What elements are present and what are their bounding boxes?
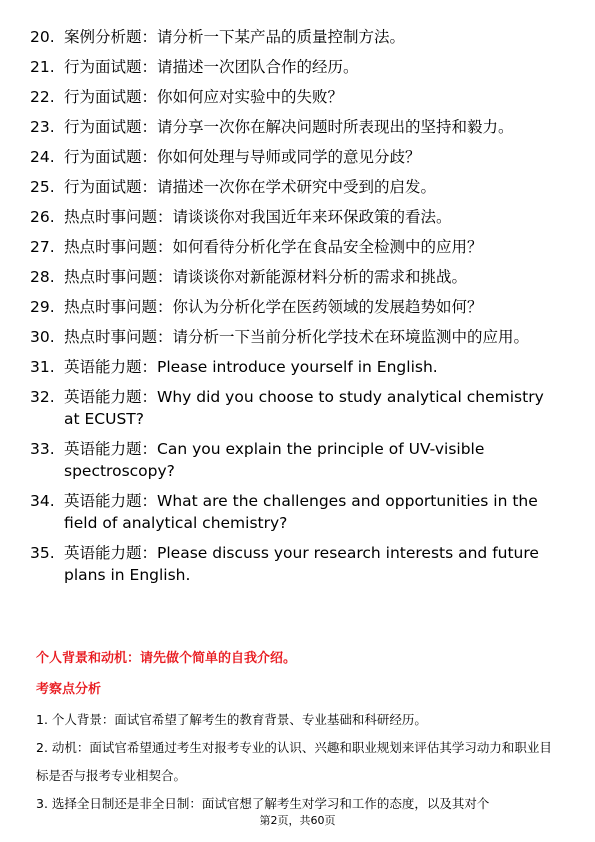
- question-item: [30, 296, 560, 318]
- question-text: 热点时事问题：请谈谈你对我国近年来环保政策的看法。: [64, 208, 452, 226]
- question-item: [30, 146, 560, 168]
- analysis-point: 1. 个人背景：面试官希望了解考生的教育背景、专业基础和科研经历。: [36, 712, 427, 727]
- question-item: [30, 116, 560, 138]
- question-text: 案例分析题：请分析一下某产品的质量控制方法。: [64, 28, 406, 46]
- question-item: [30, 438, 560, 482]
- question-number: 29.: [30, 298, 55, 316]
- question-text: 英语能力题：What are the challenges and opportunities in the field of analytical chemistry?: [64, 492, 538, 532]
- section-title: 个人背景和动机：请先做个简单的自我介绍。: [36, 651, 297, 666]
- question-list: [30, 26, 560, 594]
- question-item: [30, 86, 560, 108]
- question-item: [30, 490, 560, 534]
- question-item: [30, 326, 560, 348]
- question-number: 21.: [30, 58, 55, 76]
- question-number: 31.: [30, 358, 55, 376]
- analysis-point: 2. 动机：面试官希望通过考生对报考专业的认识、兴趣和职业规划来评估其学习动力和职业目标是否与报考专业相契合。: [36, 740, 552, 783]
- question-number: 34.: [30, 492, 55, 510]
- question-text: 行为面试题：你如何应对实验中的失败？: [64, 88, 344, 106]
- question-item: [30, 206, 560, 228]
- question-text: 行为面试题：请描述一次团队合作的经历。: [64, 58, 359, 76]
- question-text: 行为面试题：请描述一次你在学术研究中受到的启发。: [64, 178, 437, 196]
- question-item: [30, 386, 560, 430]
- question-text: 英语能力题：Can you explain the principle of UV-visible spectroscopy?: [64, 440, 485, 480]
- question-item: [30, 56, 560, 78]
- question-number: 30.: [30, 328, 55, 346]
- question-text: 热点时事问题：请分析一下当前分析化学技术在环境监测中的应用。: [64, 328, 530, 346]
- question-number: 35.: [30, 544, 55, 562]
- page-number: 第2页，共60页: [259, 814, 336, 827]
- question-text: 行为面试题：请分享一次你在解决问题时所表现出的坚持和毅力。: [64, 118, 514, 136]
- analysis-list: [36, 706, 560, 818]
- question-number: 26.: [30, 208, 55, 226]
- question-item: [30, 236, 560, 258]
- question-number: 25.: [30, 178, 55, 196]
- question-text: 英语能力题：Why did you choose to study analytical chemistry at ECUST?: [64, 388, 544, 428]
- question-text: 热点时事问题：如何看待分析化学在食品安全检测中的应用？: [64, 238, 483, 256]
- question-number: 20.: [30, 28, 55, 46]
- question-item: [30, 176, 560, 198]
- question-number: 32.: [30, 388, 55, 406]
- question-number: 24.: [30, 148, 55, 166]
- question-number: 22.: [30, 88, 55, 106]
- question-item: [30, 266, 560, 288]
- question-text: 英语能力题：Please discuss your research interests and future plans in English.: [64, 544, 539, 584]
- question-text: 行为面试题：你如何处理与导师或同学的意见分歧？: [64, 148, 421, 166]
- question-number: 33.: [30, 440, 55, 458]
- question-item: [30, 26, 560, 48]
- question-item: [30, 542, 560, 586]
- question-number: 23.: [30, 118, 55, 136]
- question-text: 英语能力题：Please introduce yourself in English.: [64, 358, 438, 376]
- question-item: [30, 356, 560, 378]
- question-text: 热点时事问题：请谈谈你对新能源材料分析的需求和挑战。: [64, 268, 468, 286]
- question-number: 27.: [30, 238, 55, 256]
- analysis-point: 3. 选择全日制还是非全日制：面试官想了解考生对学习和工作的态度，以及其对个: [36, 796, 490, 811]
- question-number: 28.: [30, 268, 55, 286]
- analysis-subtitle: 考察点分析: [36, 682, 102, 697]
- question-text: 热点时事问题：你认为分析化学在医药领域的发展趋势如何？: [64, 298, 483, 316]
